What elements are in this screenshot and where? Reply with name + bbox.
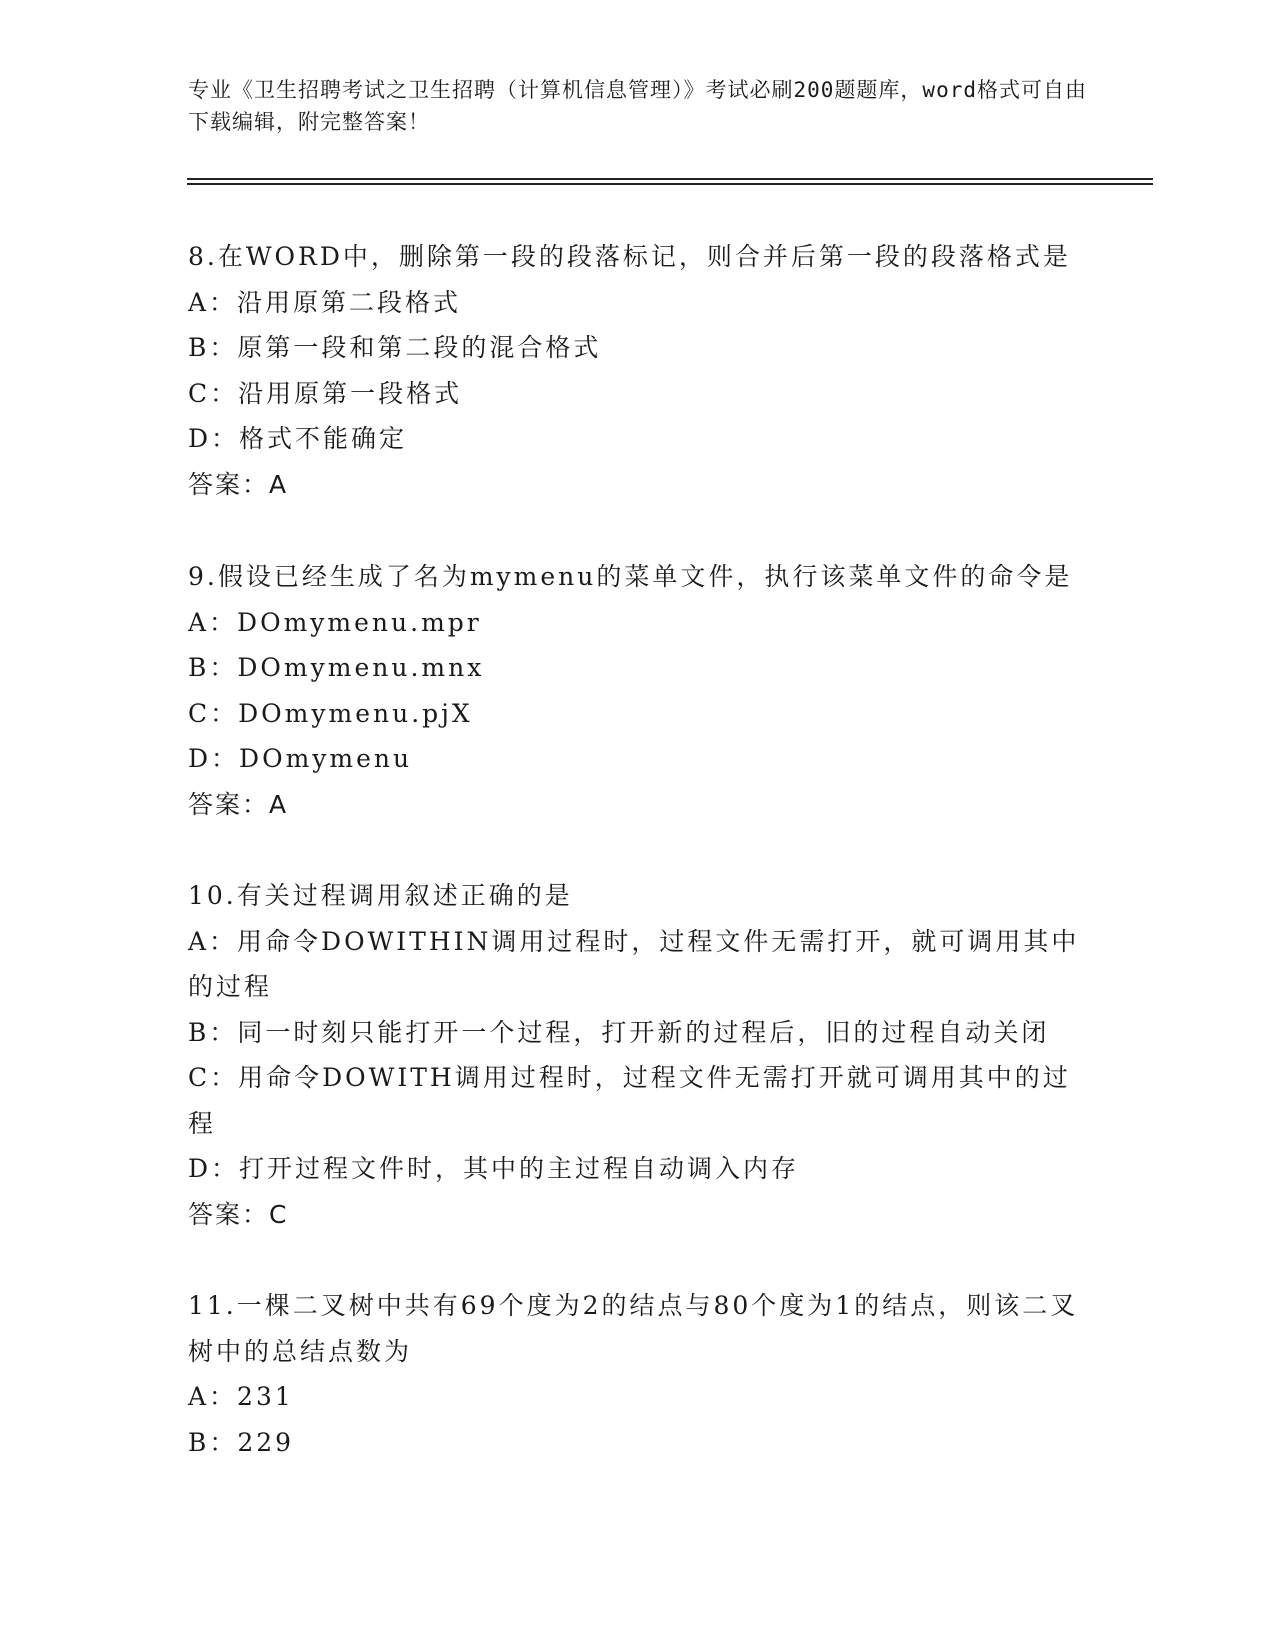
- option-b: B：原第一段和第二段的混合格式: [188, 333, 602, 362]
- option-a: A：沿用原第二段格式: [188, 287, 462, 317]
- option-c: C：用命令DOWITH调用过程时，过程文件无需打开就可调用其中的过程: [188, 1063, 1071, 1138]
- option-a: A：用命令DOWITHIN调用过程时，过程文件无需打开，就可调用其中的过程: [188, 926, 1080, 1001]
- question-8: [188, 234, 1088, 507]
- question-9: [188, 554, 1088, 827]
- question-stem: 9.假设已经生成了名为mymenu的菜单文件，执行该菜单文件的命令是: [188, 562, 1073, 591]
- header-divider-bottom: [187, 183, 1153, 185]
- option-d: D：DOmymenu: [188, 744, 413, 773]
- option-c: C：DOmymenu.pjX: [188, 698, 473, 728]
- option-d: D：打开过程文件时，其中的主过程自动调入内存: [188, 1154, 800, 1183]
- question-stem: 11.一棵二叉树中共有69个度为2的结点与80个度为1的结点，则该二叉树中的总结点数为: [188, 1291, 1079, 1366]
- option-d: D：格式不能确定: [188, 424, 408, 453]
- header-title: 专业《卫生招聘考试之卫生招聘（计算机信息管理）》考试必刷200题题库，word格式可自由下载编辑，附完整答案！: [188, 78, 1087, 134]
- question-stem: 10.有关过程调用叙述正确的是: [188, 881, 573, 910]
- answer: 答案：A: [188, 789, 289, 819]
- option-a: A：231: [188, 1382, 294, 1411]
- option-a: A：DOmymenu.mpr: [188, 607, 482, 637]
- option-c: C：沿用原第一段格式: [188, 378, 463, 408]
- option-b: B：同一时刻只能打开一个过程，打开新的过程后，旧的过程自动关闭: [188, 1017, 1050, 1047]
- question-11: [188, 1283, 1088, 1465]
- answer: 答案：A: [188, 469, 289, 499]
- header-divider-top: [187, 178, 1153, 180]
- answer: 答案：C: [188, 1199, 289, 1229]
- option-b: B：DOmymenu.mnx: [188, 653, 485, 682]
- question-10: [188, 873, 1088, 1237]
- document-header: [188, 74, 1088, 138]
- question-stem: 8.在WORD中，删除第一段的段落标记，则合并后第一段的段落格式是: [188, 242, 1071, 271]
- option-b: B：229: [188, 1427, 295, 1457]
